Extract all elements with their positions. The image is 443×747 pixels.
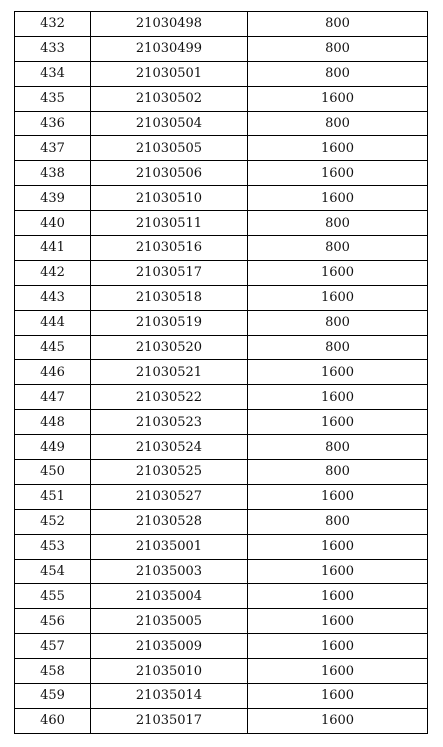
row-number-cell: 436 [15, 111, 91, 136]
amount-cell: 1600 [248, 360, 428, 385]
amount-cell: 800 [248, 36, 428, 61]
amount-cell: 800 [248, 111, 428, 136]
amount-cell: 1600 [248, 86, 428, 111]
row-number-cell: 459 [15, 684, 91, 709]
row-number-cell: 451 [15, 484, 91, 509]
id-code-cell: 21035017 [91, 708, 248, 733]
id-code-cell: 21030518 [91, 285, 248, 310]
row-number-cell: 455 [15, 584, 91, 609]
amount-cell: 800 [248, 12, 428, 37]
id-code-cell: 21030517 [91, 260, 248, 285]
id-code-cell: 21030499 [91, 36, 248, 61]
id-code-cell: 21030502 [91, 86, 248, 111]
row-number-cell: 452 [15, 509, 91, 534]
row-number-cell: 437 [15, 136, 91, 161]
amount-cell: 1600 [248, 186, 428, 211]
amount-cell: 800 [248, 236, 428, 261]
id-code-cell: 21030501 [91, 61, 248, 86]
table-row [15, 236, 428, 261]
row-number-cell: 445 [15, 335, 91, 360]
row-number-cell: 457 [15, 634, 91, 659]
amount-cell: 1600 [248, 559, 428, 584]
table-row [15, 584, 428, 609]
table-row [15, 161, 428, 186]
amount-cell: 1600 [248, 659, 428, 684]
row-number-cell: 433 [15, 36, 91, 61]
row-number-cell: 439 [15, 186, 91, 211]
amount-cell: 1600 [248, 136, 428, 161]
id-code-cell: 21030527 [91, 484, 248, 509]
id-code-cell: 21035003 [91, 559, 248, 584]
row-number-cell: 447 [15, 385, 91, 410]
table-row [15, 509, 428, 534]
id-code-cell: 21030519 [91, 310, 248, 335]
id-code-cell: 21030516 [91, 236, 248, 261]
table-row [15, 559, 428, 584]
id-code-cell: 21030506 [91, 161, 248, 186]
row-number-cell: 432 [15, 12, 91, 37]
amount-cell: 1600 [248, 161, 428, 186]
table-row [15, 186, 428, 211]
id-code-cell: 21035014 [91, 684, 248, 709]
id-code-cell: 21030505 [91, 136, 248, 161]
row-number-cell: 443 [15, 285, 91, 310]
table-body [15, 12, 428, 734]
table-row [15, 484, 428, 509]
table-row [15, 460, 428, 485]
table-row [15, 61, 428, 86]
id-code-cell: 21035010 [91, 659, 248, 684]
id-code-cell: 21030523 [91, 410, 248, 435]
amount-cell: 800 [248, 310, 428, 335]
table-row [15, 211, 428, 236]
id-code-cell: 21030522 [91, 385, 248, 410]
row-number-cell: 440 [15, 211, 91, 236]
amount-cell: 1600 [248, 260, 428, 285]
amount-cell: 800 [248, 211, 428, 236]
amount-cell: 1600 [248, 609, 428, 634]
table-row [15, 659, 428, 684]
amount-cell: 800 [248, 509, 428, 534]
table-row [15, 86, 428, 111]
amount-cell: 1600 [248, 708, 428, 733]
table-row [15, 260, 428, 285]
table-row [15, 310, 428, 335]
row-number-cell: 441 [15, 236, 91, 261]
row-number-cell: 435 [15, 86, 91, 111]
table-row [15, 684, 428, 709]
amount-cell: 800 [248, 435, 428, 460]
table-row [15, 12, 428, 37]
id-code-cell: 21030521 [91, 360, 248, 385]
id-code-cell: 21030520 [91, 335, 248, 360]
amount-cell: 1600 [248, 534, 428, 559]
amount-cell: 1600 [248, 584, 428, 609]
row-number-cell: 438 [15, 161, 91, 186]
id-code-cell: 21030504 [91, 111, 248, 136]
amount-cell: 1600 [248, 285, 428, 310]
id-code-cell: 21035009 [91, 634, 248, 659]
table-row [15, 410, 428, 435]
row-number-cell: 434 [15, 61, 91, 86]
amount-cell: 800 [248, 61, 428, 86]
row-number-cell: 449 [15, 435, 91, 460]
data-table [14, 11, 428, 734]
table-row [15, 36, 428, 61]
table-row [15, 335, 428, 360]
table-row [15, 136, 428, 161]
table-row [15, 534, 428, 559]
row-number-cell: 456 [15, 609, 91, 634]
table-row [15, 285, 428, 310]
table-row [15, 609, 428, 634]
row-number-cell: 442 [15, 260, 91, 285]
id-code-cell: 21030528 [91, 509, 248, 534]
table-row [15, 634, 428, 659]
row-number-cell: 460 [15, 708, 91, 733]
amount-cell: 1600 [248, 410, 428, 435]
amount-cell: 800 [248, 335, 428, 360]
amount-cell: 1600 [248, 484, 428, 509]
id-code-cell: 21030498 [91, 12, 248, 37]
amount-cell: 800 [248, 460, 428, 485]
amount-cell: 1600 [248, 385, 428, 410]
id-code-cell: 21030525 [91, 460, 248, 485]
row-number-cell: 458 [15, 659, 91, 684]
row-number-cell: 446 [15, 360, 91, 385]
row-number-cell: 454 [15, 559, 91, 584]
id-code-cell: 21030524 [91, 435, 248, 460]
id-code-cell: 21035001 [91, 534, 248, 559]
id-code-cell: 21030510 [91, 186, 248, 211]
row-number-cell: 450 [15, 460, 91, 485]
table-row [15, 435, 428, 460]
amount-cell: 1600 [248, 684, 428, 709]
row-number-cell: 453 [15, 534, 91, 559]
id-code-cell: 21035004 [91, 584, 248, 609]
table-row [15, 360, 428, 385]
row-number-cell: 448 [15, 410, 91, 435]
table-row [15, 385, 428, 410]
id-code-cell: 21030511 [91, 211, 248, 236]
table-row [15, 111, 428, 136]
id-code-cell: 21035005 [91, 609, 248, 634]
row-number-cell: 444 [15, 310, 91, 335]
table-row [15, 708, 428, 733]
amount-cell: 1600 [248, 634, 428, 659]
